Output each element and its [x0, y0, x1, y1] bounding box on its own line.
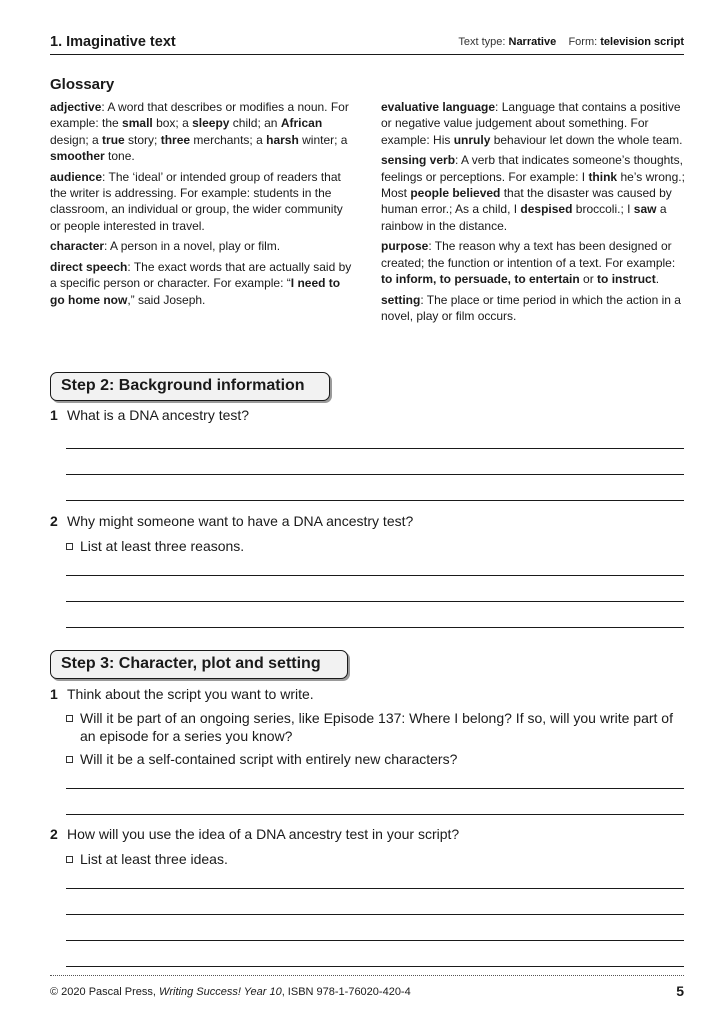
- glossary-definition: box; a: [152, 116, 193, 131]
- answer-line[interactable]: [66, 474, 684, 475]
- bullet-text: List at least three ideas.: [80, 851, 228, 867]
- answer-line[interactable]: [66, 940, 684, 941]
- glossary-definition: he’s wrong.; Most: [381, 169, 685, 200]
- glossary-term: direct speech: [50, 260, 128, 275]
- glossary-term: character: [50, 239, 105, 254]
- glossary-definition: : A person in a novel, play or film.: [104, 239, 281, 254]
- answer-line[interactable]: [66, 814, 684, 815]
- glossary-definition: : The ‘ideal’ or intended group of readers that the writer is addressing. For example: students in the classroom, an individual or group, the wider community or people interested in travel.: [50, 169, 343, 233]
- glossary-example-bold: true: [102, 132, 125, 147]
- glossary-example-bold: sleepy: [192, 116, 230, 131]
- glossary-definition: behaviour let down the whole team.: [490, 132, 683, 147]
- question-number: 1: [50, 686, 58, 702]
- question-number: 2: [50, 513, 58, 529]
- glossary-title: Glossary: [50, 76, 115, 93]
- glossary-entry: [50, 259, 355, 308]
- glossary-column-right: [381, 99, 686, 329]
- glossary-definition: or: [579, 271, 598, 286]
- glossary-example-bold: saw: [633, 202, 657, 217]
- glossary-definition: : A verb that indicates someone’s thoughts, feelings or perceptions. For example: I: [381, 153, 683, 184]
- glossary-example-bold: harsh: [266, 132, 299, 147]
- step2-q2-bullet: [66, 537, 686, 555]
- glossary-definition: child; an: [229, 116, 281, 131]
- text-type-label: Text type:: [458, 36, 506, 48]
- text-type-value: Narrative: [508, 36, 557, 48]
- glossary-term: purpose: [381, 239, 429, 254]
- glossary-example-bold: despised: [520, 202, 573, 217]
- glossary-example-bold: people believed: [410, 185, 501, 200]
- glossary-term: sensing verb: [381, 153, 456, 168]
- copyright-text: © 2020 Pascal Press,: [50, 986, 156, 998]
- step2-question-2: [50, 513, 413, 529]
- glossary-definition: ,” said Joseph.: [127, 292, 206, 307]
- glossary-definition: : A word that describes or modifies a noun. For example: the: [50, 100, 349, 131]
- answer-line[interactable]: [66, 788, 684, 789]
- question-text: How will you use the idea of a DNA ancestry test in your script?: [67, 826, 460, 842]
- answer-line[interactable]: [66, 627, 684, 628]
- footer-copyright: [50, 986, 411, 998]
- step3-question-2: [50, 826, 459, 842]
- glossary-term: evaluative language: [381, 100, 496, 114]
- glossary-entry: [50, 169, 355, 234]
- answer-line[interactable]: [66, 914, 684, 915]
- checkbox-bullet-icon: [66, 715, 73, 722]
- question-number: 1: [50, 407, 58, 423]
- checkbox-bullet-icon: [66, 543, 73, 550]
- bullet-text: Will it be part of an ongoing series, like Episode 137: Where I belong? If so, will you write part of an episode for a series you know?: [80, 710, 673, 744]
- step3-q2-bullet: [66, 850, 686, 868]
- header-divider: [50, 54, 684, 55]
- glossary-definition: : The exact words that are actually said by a specific person or character. For example: “: [50, 260, 352, 291]
- glossary-example-bold: three: [160, 132, 191, 147]
- answer-line[interactable]: [66, 888, 684, 889]
- step-2-heading: Step 2: Background information: [50, 372, 330, 401]
- glossary-example-bold: smoother: [50, 148, 105, 163]
- glossary-definition: design; a: [50, 132, 103, 147]
- footer-divider: [50, 975, 684, 976]
- glossary-definition: broccoli.; I: [572, 202, 634, 217]
- glossary-column-left: [50, 99, 355, 313]
- glossary-example-bold: I need to go home now: [50, 276, 341, 307]
- page-header: [50, 34, 684, 52]
- glossary-definition: a rainbow in the distance.: [381, 202, 667, 233]
- answer-line[interactable]: [66, 448, 684, 449]
- glossary-definition: that the disaster was caused by human error.; As a child, I: [381, 185, 672, 217]
- glossary-definition: tone.: [104, 148, 135, 163]
- glossary-example-bold: small: [122, 116, 153, 131]
- question-text: What is a DNA ancestry test?: [67, 407, 250, 423]
- step3-question-1: [50, 686, 314, 702]
- text-type-meta: [458, 36, 684, 48]
- glossary-example-bold: unruly: [453, 132, 491, 147]
- glossary-example-bold: to instruct: [597, 271, 656, 286]
- bullet-text: Will it be a self-contained script with entirely new characters?: [80, 751, 458, 767]
- glossary-entry: [381, 152, 686, 233]
- glossary-entry: [381, 238, 686, 287]
- step3-q1-bullet-2: [66, 750, 686, 768]
- answer-line[interactable]: [66, 500, 684, 501]
- glossary-entry: [50, 99, 355, 164]
- form-label: Form:: [568, 36, 598, 48]
- glossary-definition: merchants; a: [190, 132, 267, 147]
- glossary-definition: .: [655, 271, 660, 286]
- glossary-definition: story;: [124, 132, 161, 147]
- step2-question-1: [50, 407, 249, 423]
- glossary-entry: [381, 292, 686, 325]
- glossary-definition: winter; a: [298, 132, 348, 147]
- glossary-entry: [381, 99, 686, 148]
- page-number: 5: [676, 983, 684, 999]
- form-value: television script: [600, 36, 684, 48]
- glossary-example-bold: think: [588, 169, 618, 184]
- glossary-term: audience: [50, 169, 103, 184]
- glossary-example-bold: African: [280, 116, 323, 131]
- glossary-term: adjective: [50, 100, 102, 114]
- question-number: 2: [50, 826, 58, 842]
- checkbox-bullet-icon: [66, 856, 73, 863]
- glossary-example-bold: to inform, to persuade, to entertain: [381, 271, 580, 286]
- page-title: 1. Imaginative text: [50, 34, 176, 50]
- glossary-definition: : The place or time period in which the action in a novel, play or film occurs.: [381, 292, 681, 324]
- glossary-definition: : The reason why a text has been designed or created; the function or intention of a text. For example:: [381, 239, 676, 270]
- glossary-term: setting: [381, 292, 421, 307]
- question-text: Think about the script you want to write.: [67, 686, 314, 702]
- question-text: Why might someone want to have a DNA ancestry test?: [67, 513, 414, 529]
- answer-line[interactable]: [66, 966, 684, 967]
- book-title: Writing Success! Year 10: [159, 986, 282, 998]
- checkbox-bullet-icon: [66, 756, 73, 763]
- glossary-entry: [50, 238, 355, 254]
- step-3-heading: Step 3: Character, plot and setting: [50, 650, 348, 679]
- bullet-text: List at least three reasons.: [80, 538, 245, 554]
- step3-q1-bullet-1: [66, 709, 686, 745]
- answer-line[interactable]: [66, 601, 684, 602]
- glossary-definition: : Language that contains a positive or negative value judgement about something. For example: His: [381, 100, 681, 147]
- isbn-text: , ISBN 978-1-76020-420-4: [281, 986, 411, 998]
- answer-line[interactable]: [66, 575, 684, 576]
